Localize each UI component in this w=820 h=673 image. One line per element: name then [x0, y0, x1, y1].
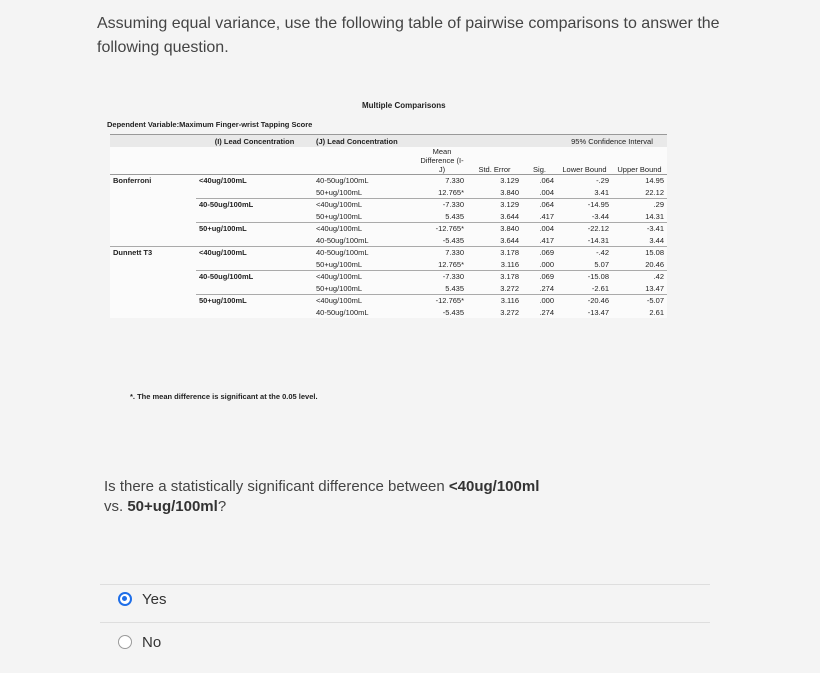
- option-yes-label: Yes: [142, 590, 167, 608]
- i-group-cell: <40ug/100mL: [196, 175, 313, 187]
- i-group-cell: [196, 187, 313, 199]
- table-row: [110, 223, 667, 235]
- question-intro: Assuming equal variance, use the following table of pairwise comparisons to answer the following question.: [97, 15, 720, 56]
- std-error-cell: 3.840: [467, 223, 522, 235]
- i-group-cell: 50+ug/100mL: [196, 223, 313, 235]
- sig-cell: .417: [539, 211, 554, 221]
- mean-diff-cell: -7.330: [417, 271, 467, 283]
- std-error-cell: 3.644: [500, 211, 519, 221]
- j-col-header: (J) Lead Concentration: [313, 135, 417, 148]
- i-group-cell: [196, 235, 313, 247]
- upper-bound-cell: -5.07: [612, 295, 667, 307]
- upper-bound-cell: 22.12: [645, 187, 664, 197]
- mean-diff-cell: 7.330: [417, 247, 467, 259]
- table-footnote: *. The mean difference is significant at the 0.05 level.: [130, 392, 318, 401]
- table-row: [110, 187, 667, 199]
- sig-cell: .004: [522, 223, 557, 235]
- lower-bound-cell: -14.31: [587, 235, 609, 245]
- lower-bound-cell: -2.61: [591, 283, 609, 293]
- i-group-cell: [196, 307, 313, 319]
- mean-diff-cell: 7.330: [417, 175, 467, 187]
- std-error-cell: 3.178: [467, 247, 522, 259]
- method-cell: Dunnett T3: [110, 247, 196, 259]
- j-group-cell: 50+ug/100mL: [316, 187, 363, 197]
- option-yes[interactable]: [118, 589, 166, 609]
- method-cell: [110, 187, 196, 199]
- table-row: [110, 259, 667, 271]
- std-error-cell: 3.116: [500, 259, 519, 269]
- table-row: [110, 271, 667, 283]
- method-cell: [110, 271, 196, 283]
- j-group-cell: 50+ug/100mL: [316, 259, 363, 269]
- method-cell: [110, 199, 196, 211]
- lower-bound-cell: -.42: [557, 247, 612, 259]
- i-group-cell: 40-50ug/100mL: [196, 199, 313, 211]
- sig-cell: .000: [539, 259, 554, 269]
- sig-cell: .417: [539, 235, 554, 245]
- mean-diff-cell: -5.435: [442, 307, 464, 317]
- lower-bound-cell: -22.12: [557, 223, 612, 235]
- question-prefix: Is there a statistically significant difference between: [104, 478, 449, 495]
- method-cell: [110, 259, 196, 271]
- header-row-2: [110, 147, 667, 175]
- upper-bound-cell: 13.47: [645, 283, 664, 293]
- table-row: [110, 175, 667, 187]
- question-group-a: <40ug/100ml: [448, 478, 540, 495]
- method-cell: [110, 307, 196, 319]
- sig-cell: .069: [522, 271, 557, 283]
- sig-cell: .069: [522, 247, 557, 259]
- mean-diff-cell: -7.330: [417, 199, 467, 211]
- upper-bound-cell: .29: [612, 199, 667, 211]
- i-group-cell: 50+ug/100mL: [196, 295, 313, 307]
- table-row: [110, 295, 667, 307]
- method-cell: Bonferroni: [110, 175, 196, 187]
- std-error-cell: 3.116: [467, 295, 522, 307]
- method-cell: [110, 283, 196, 295]
- mean-diff-header: Mean Difference (I-J): [417, 147, 467, 175]
- std-error-cell: 3.840: [500, 187, 519, 197]
- lower-bound-cell: 3.41: [594, 187, 609, 197]
- lower-bound-cell: 5.07: [594, 259, 609, 269]
- j-group-cell: 40-50ug/100mL: [316, 307, 369, 317]
- upper-bound-cell: 15.08: [612, 247, 667, 259]
- table-title: Multiple Comparisons: [362, 101, 446, 110]
- mean-diff-cell: -12.765*: [417, 223, 467, 235]
- sig-cell: .274: [539, 307, 554, 317]
- lower-bound-cell: -13.47: [587, 307, 609, 317]
- radio-selected-icon[interactable]: [118, 592, 132, 606]
- table-row: [110, 283, 667, 295]
- sig-cell: .064: [522, 175, 557, 187]
- lower-bound-cell: -.29: [557, 175, 612, 187]
- j-group-cell: <40ug/100mL: [313, 295, 417, 307]
- upper-bound-cell: 14.95: [612, 175, 667, 187]
- ci-group-header: 95% Confidence Interval: [557, 135, 667, 148]
- std-error-cell: 3.644: [500, 235, 519, 245]
- mean-diff-cell: -5.435: [442, 235, 464, 245]
- lower-bound-header: Lower Bound: [557, 147, 612, 175]
- mean-diff-cell: 5.435: [445, 283, 464, 293]
- method-cell: [110, 211, 196, 223]
- question-group-b: 50+ug/100ml: [127, 498, 218, 515]
- j-group-cell: <40ug/100mL: [313, 199, 417, 211]
- std-error-cell: 3.129: [467, 199, 522, 211]
- upper-bound-header: Upper Bound: [612, 147, 667, 175]
- std-error-cell: 3.178: [467, 271, 522, 283]
- header-row-1: [110, 135, 667, 148]
- lower-bound-cell: -15.08: [557, 271, 612, 283]
- divider: [100, 584, 710, 585]
- question-vs: vs.: [104, 498, 128, 515]
- i-col-header: (I) Lead Concentration: [196, 135, 313, 148]
- question-suffix: ?: [217, 498, 227, 515]
- j-group-cell: 40-50ug/100mL: [316, 235, 369, 245]
- upper-bound-cell: .42: [612, 271, 667, 283]
- multiple-comparisons-table: [110, 134, 667, 318]
- mean-diff-cell: 5.435: [445, 211, 464, 221]
- question-text: [104, 477, 704, 517]
- j-group-cell: <40ug/100mL: [313, 271, 417, 283]
- method-cell: [110, 295, 196, 307]
- upper-bound-cell: 20.46: [645, 259, 664, 269]
- j-group-cell: <40ug/100mL: [313, 223, 417, 235]
- i-group-cell: [196, 211, 313, 223]
- upper-bound-cell: 3.44: [649, 235, 664, 245]
- method-cell: [110, 235, 196, 247]
- table-row: [110, 199, 667, 211]
- j-group-cell: 50+ug/100mL: [316, 283, 363, 293]
- table-row: [110, 235, 667, 247]
- std-error-header: Std. Error: [467, 147, 522, 175]
- dependent-variable-label: Dependent Variable:Maximum Finger-wrist Tapping Score: [107, 120, 313, 129]
- sig-header: Sig.: [522, 147, 557, 175]
- i-group-cell: <40ug/100mL: [196, 247, 313, 259]
- sig-cell: .064: [522, 199, 557, 211]
- sig-cell: .274: [539, 283, 554, 293]
- option-no[interactable]: [118, 632, 161, 652]
- std-error-cell: 3.272: [500, 283, 519, 293]
- i-group-cell: [196, 259, 313, 271]
- j-group-cell: 50+ug/100mL: [316, 211, 363, 221]
- radio-icon[interactable]: [118, 635, 132, 649]
- j-group-cell: 40-50ug/100mL: [313, 175, 417, 187]
- table-row: [110, 307, 667, 319]
- lower-bound-cell: -3.44: [591, 211, 609, 221]
- mean-diff-cell: 12.765*: [438, 259, 464, 269]
- option-no-label: No: [142, 633, 162, 651]
- table-row: [110, 247, 667, 259]
- i-group-cell: [196, 283, 313, 295]
- table-row: [110, 211, 667, 223]
- upper-bound-cell: 2.61: [649, 307, 664, 317]
- divider: [100, 622, 710, 623]
- mean-diff-cell: 12.765*: [438, 187, 464, 197]
- sig-cell: .004: [539, 187, 554, 197]
- lower-bound-cell: -14.95: [557, 199, 612, 211]
- mean-diff-cell: -12.765*: [417, 295, 467, 307]
- std-error-cell: 3.272: [500, 307, 519, 317]
- std-error-cell: 3.129: [467, 175, 522, 187]
- method-cell: [110, 223, 196, 235]
- sig-cell: .000: [522, 295, 557, 307]
- upper-bound-cell: -3.41: [612, 223, 667, 235]
- j-group-cell: 40-50ug/100mL: [313, 247, 417, 259]
- upper-bound-cell: 14.31: [645, 211, 664, 221]
- lower-bound-cell: -20.46: [557, 295, 612, 307]
- i-group-cell: 40-50ug/100mL: [196, 271, 313, 283]
